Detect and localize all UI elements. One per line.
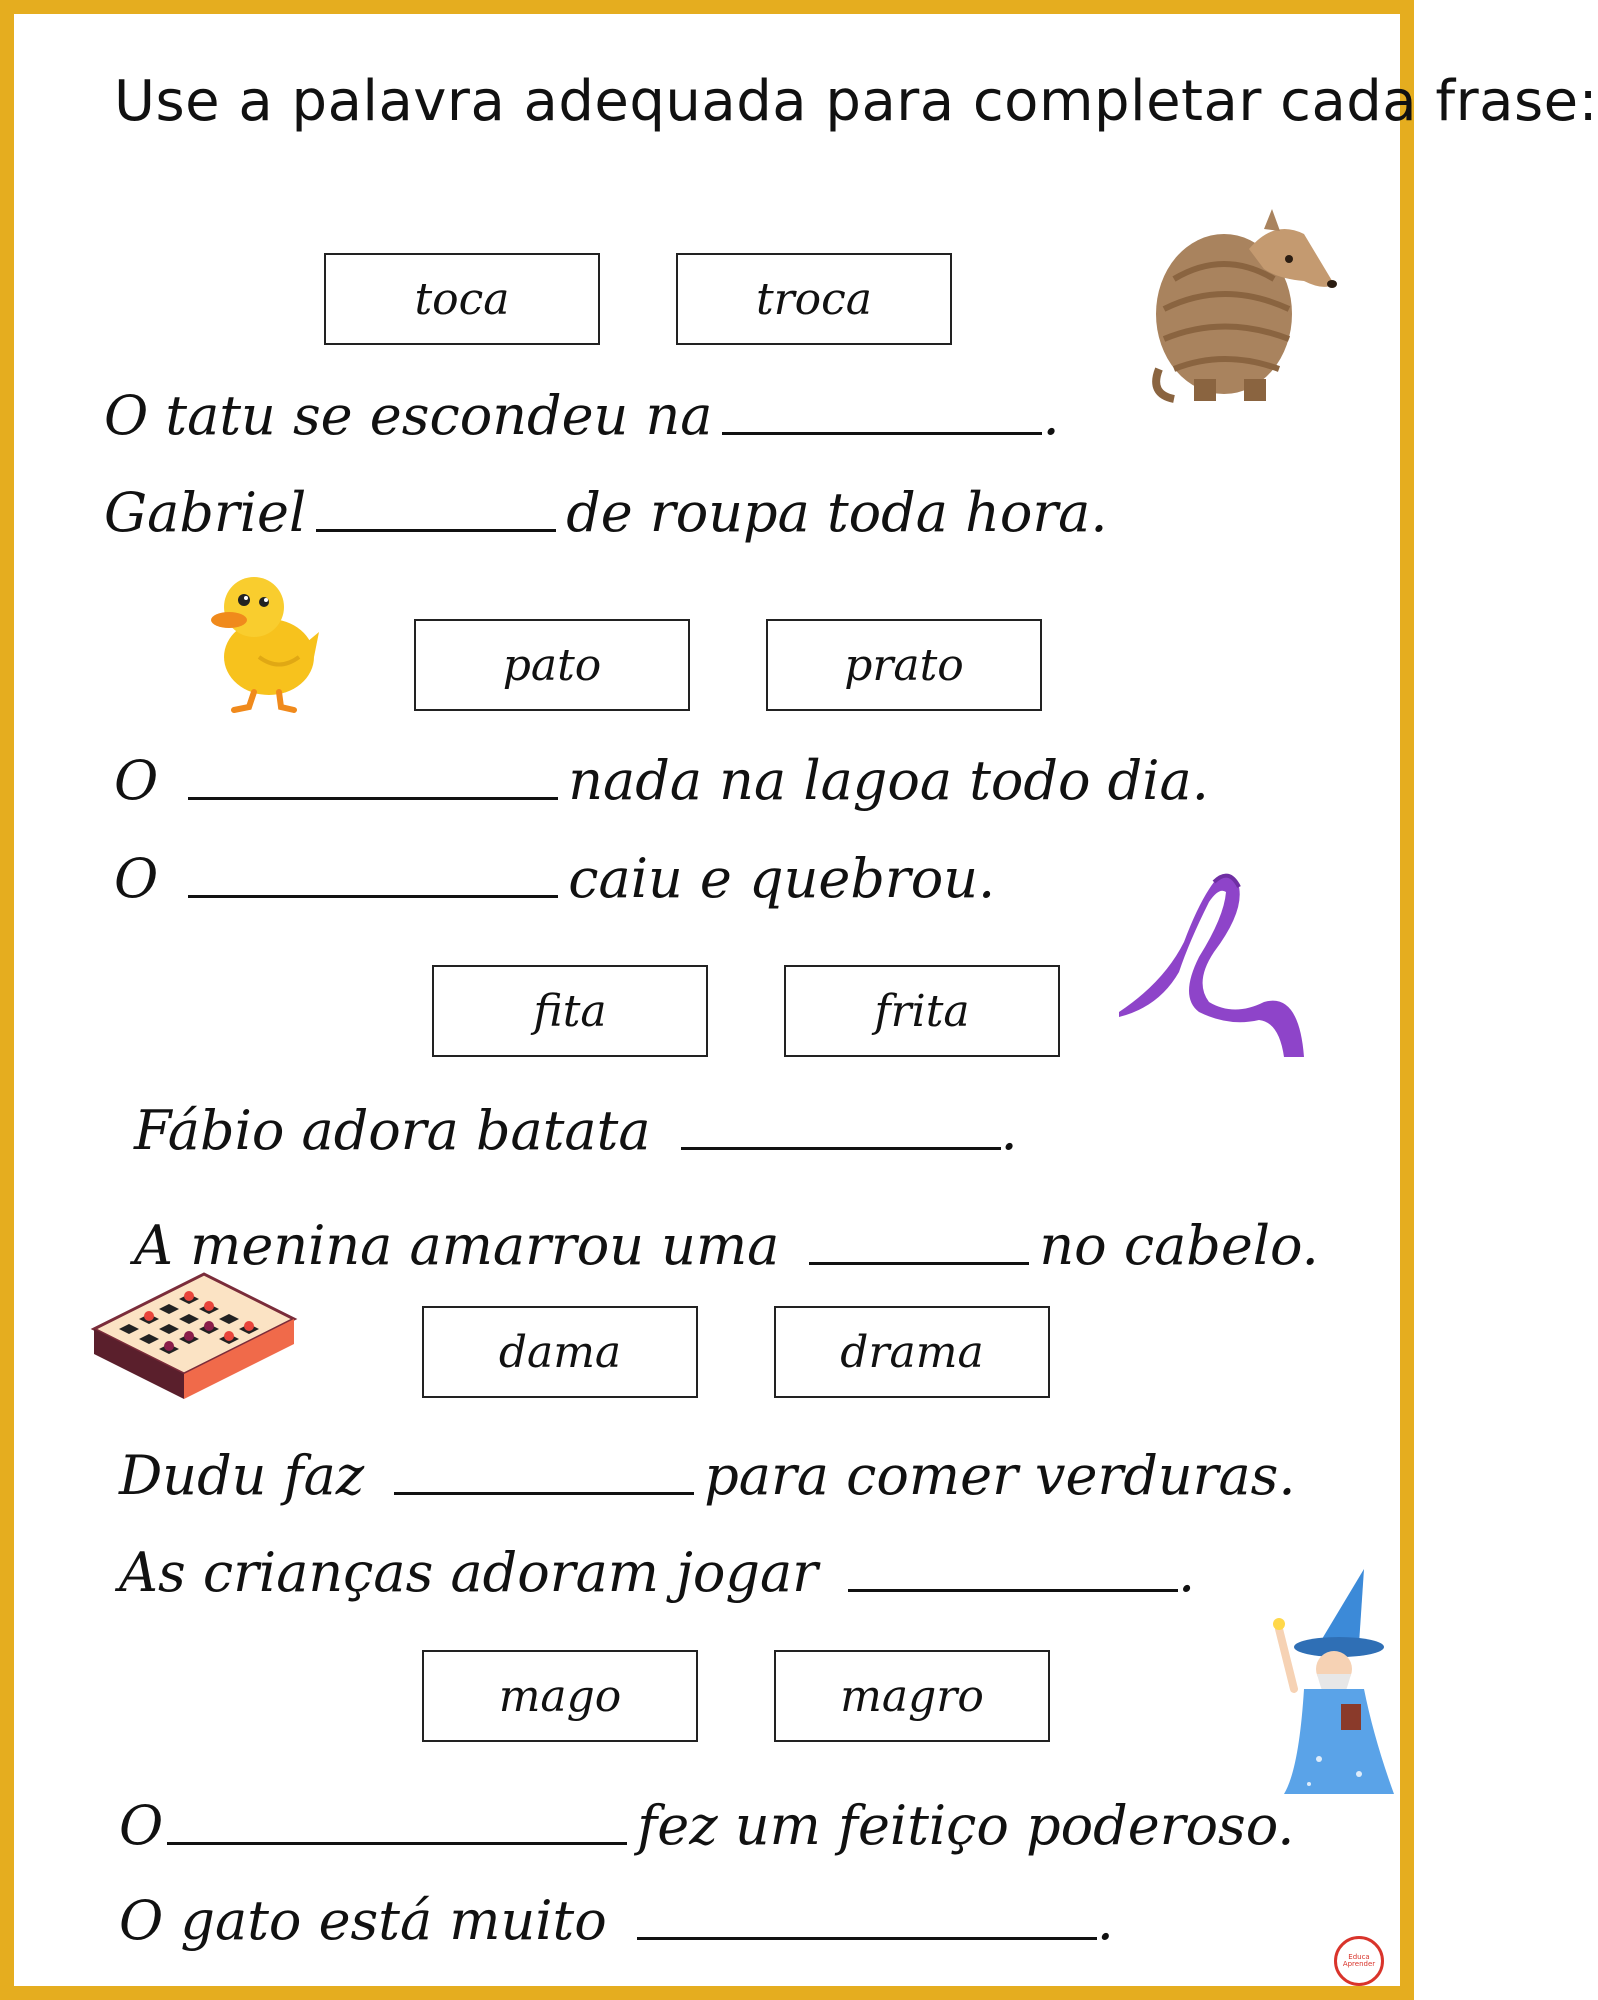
sentence-4 — [114, 847, 996, 910]
sentence-9 — [119, 1794, 1295, 1857]
sentence-7-after: para comer verduras. — [704, 1444, 1296, 1507]
sentence-2 — [104, 481, 1108, 544]
sentence-6-after: no cabelo. — [1039, 1214, 1319, 1277]
sentence-8-after: . — [1177, 1541, 1196, 1604]
sentence-3 — [114, 749, 1209, 812]
sentence-6 — [134, 1214, 1319, 1277]
sentence-1-after: . — [1042, 384, 1060, 447]
sentence-1-blank[interactable] — [722, 426, 1042, 435]
ribbon-illustration — [1114, 862, 1314, 1062]
sentence-7 — [119, 1444, 1296, 1507]
sentence-4-before: O — [114, 847, 159, 910]
sentence-10-before: O gato está muito — [119, 1889, 607, 1952]
word-option-dama: dama — [422, 1306, 698, 1398]
word-option-magro: magro — [774, 1650, 1050, 1742]
sentence-1-before: O tatu se escondeu na — [104, 384, 713, 447]
logo-line-1: Educa — [1348, 1953, 1370, 1961]
word-option-frita: frita — [784, 965, 1060, 1057]
sentence-10 — [119, 1889, 1114, 1952]
sentence-8-blank[interactable] — [848, 1583, 1178, 1592]
sentence-4-after: caiu e quebrou. — [568, 847, 996, 910]
sentence-3-blank[interactable] — [188, 791, 558, 800]
sentence-7-blank[interactable] — [394, 1486, 694, 1495]
sentence-10-blank[interactable] — [637, 1931, 1097, 1940]
duck-illustration — [209, 562, 319, 712]
sentence-5-blank[interactable] — [681, 1141, 1001, 1150]
logo-line-2: Aprender — [1342, 1960, 1376, 1968]
checkers-board-illustration — [94, 1274, 299, 1404]
sentence-5 — [134, 1099, 1018, 1162]
word-option-troca: troca — [676, 253, 952, 345]
sentence-8-before: As crianças adoram jogar — [119, 1541, 818, 1604]
word-option-pato: pato — [414, 619, 690, 711]
sentence-7-before: Dudu faz — [119, 1444, 365, 1507]
sentence-2-after: de roupa toda hora. — [566, 481, 1108, 544]
sentence-1 — [104, 384, 1060, 447]
word-option-drama: drama — [774, 1306, 1050, 1398]
wizard-illustration — [1279, 1569, 1399, 1799]
sentence-5-after: . — [1000, 1099, 1018, 1162]
word-option-prato: prato — [766, 619, 1042, 711]
publisher-logo — [1334, 1936, 1384, 1986]
word-option-mago: mago — [422, 1650, 698, 1742]
sentence-3-before: O — [114, 749, 159, 812]
sentence-2-blank[interactable] — [316, 523, 556, 532]
armadillo-illustration — [1154, 209, 1339, 409]
page-title: Use a palavra adequada para completar cada frase: — [114, 69, 1598, 134]
sentence-5-before: Fábio adora batata — [134, 1099, 651, 1162]
sentence-9-before: O — [119, 1794, 164, 1857]
sentence-2-before: Gabriel — [104, 481, 307, 544]
sentence-3-after: nada na lagoa todo dia. — [568, 749, 1209, 812]
word-option-fita: fita — [432, 965, 708, 1057]
sentence-10-after: . — [1096, 1889, 1114, 1952]
sentence-4-blank[interactable] — [188, 889, 558, 898]
sentence-9-blank[interactable] — [167, 1836, 627, 1845]
sentence-6-before: A menina amarrou uma — [134, 1214, 780, 1277]
word-option-toca: toca — [324, 253, 600, 345]
sentence-6-blank[interactable] — [809, 1256, 1029, 1265]
sentence-8 — [119, 1541, 1196, 1604]
sentence-9-after: fez um feitiço poderoso. — [637, 1794, 1295, 1857]
